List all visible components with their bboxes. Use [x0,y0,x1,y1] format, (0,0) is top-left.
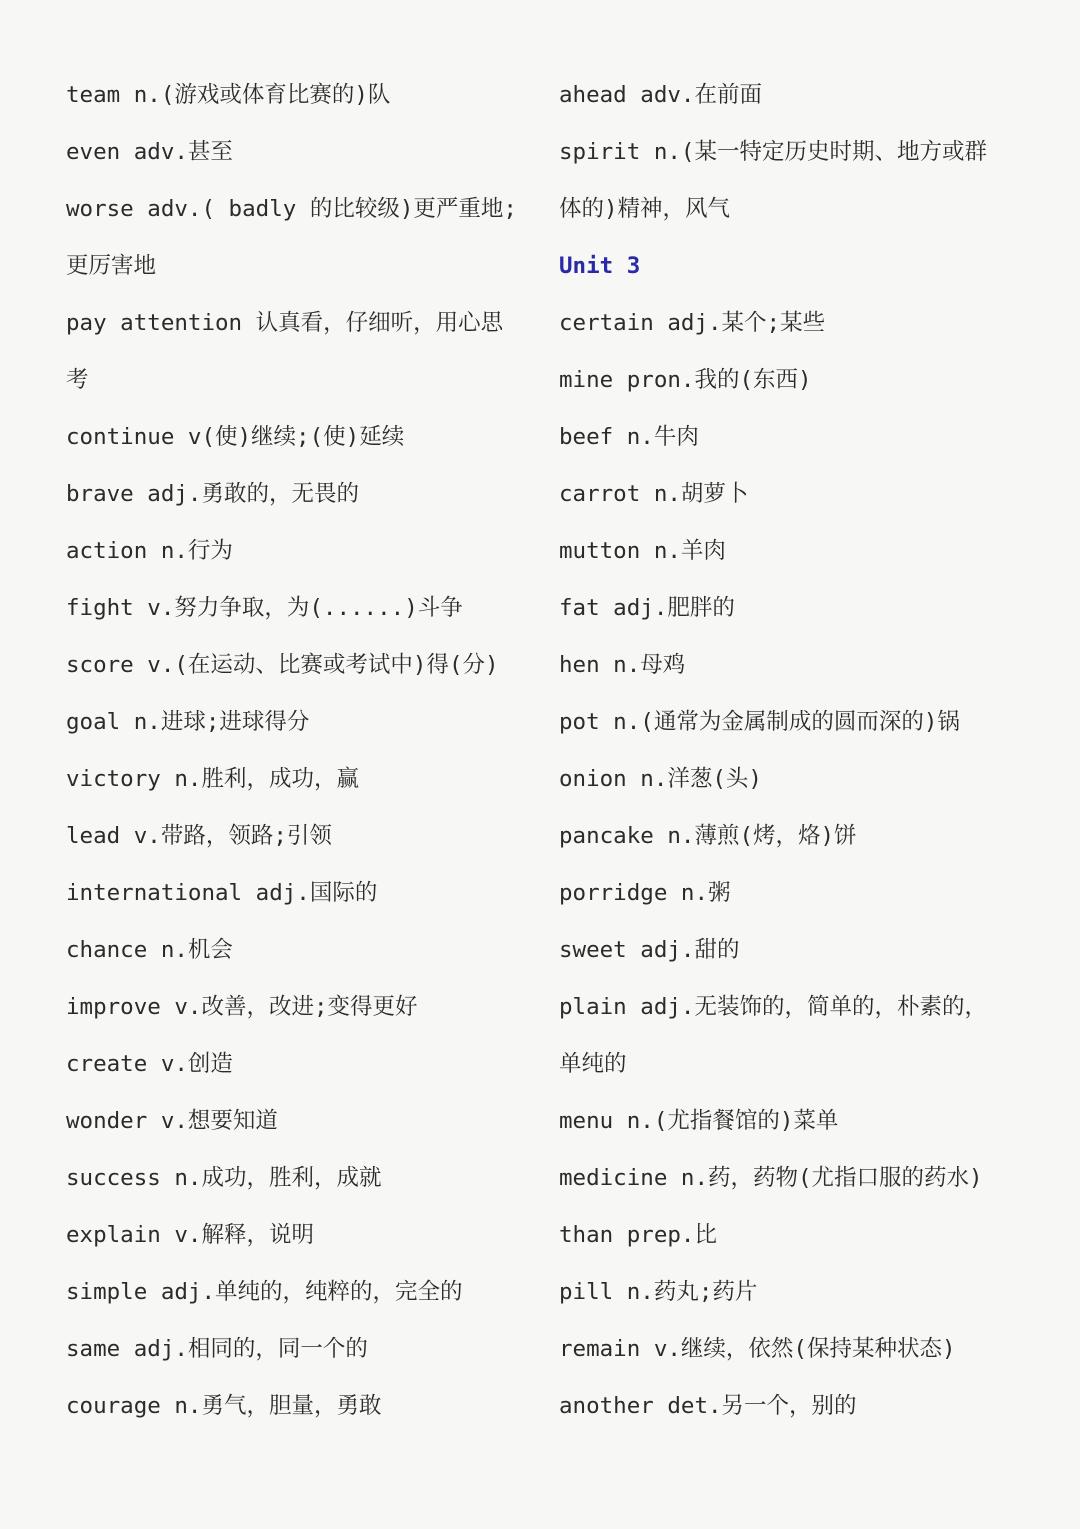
vocab-line: action n.行为 [66,538,233,564]
vocab-line: create v.创造 [66,1051,233,1077]
vocab-line: sweet adj.甜的 [559,937,740,963]
vocab-line: even adv.甚至 [66,139,233,165]
vocab-line: menu n.(尤指餐馆的)菜单 [559,1108,839,1134]
vocab-line: onion n.洋葱(头) [559,766,762,792]
unit-heading: Unit 3 [559,253,641,279]
vocab-line: plain adj.无装饰的，简单的，朴素的， [559,994,987,1020]
vocab-line: score v.(在运动、比赛或考试中)得(分) [66,652,499,678]
vocab-line: lead v.带路，领路;引领 [66,823,332,849]
vocab-line: victory n.胜利，成功，赢 [66,766,359,792]
vocab-line: than prep.比 [559,1222,717,1248]
vocab-line: 单纯的 [559,1051,627,1077]
vocab-line: 体的)精神，风气 [559,196,731,222]
vocab-line: same adj.相同的，同一个的 [66,1336,368,1362]
vocab-line: pot n.(通常为金属制成的圆而深的)锅 [559,709,960,735]
vocab-line: team n.(游戏或体育比赛的)队 [66,82,391,108]
vocab-line: medicine n.药，药物(尤指口服的药水) [559,1165,983,1191]
vocab-line: international adj.国际的 [66,880,378,906]
vocab-line: carrot n.胡萝卜 [559,481,749,507]
vocab-line: pill n.药丸;药片 [559,1279,758,1305]
vocab-line: certain adj.某个;某些 [559,310,826,336]
vocab-line: another det.另一个，别的 [559,1393,857,1419]
left-column [66,67,536,1435]
vocab-line: mine pron.我的(东西) [559,367,812,393]
vocab-line: simple adj.单纯的，纯粹的，完全的 [66,1279,463,1305]
vocab-line: 更厉害地 [66,253,157,279]
vocab-line: fight v.努力争取，为(......)斗争 [66,595,463,621]
vocab-line: success n.成功，胜利，成就 [66,1165,382,1191]
vocab-line: courage n.勇气，胆量，勇敢 [66,1393,382,1419]
right-column [559,67,1029,1435]
vocab-line: spirit n.(某一特定历史时期、地方或群 [559,139,987,165]
vocab-line: pay attention 认真看，仔细听，用心思 [66,310,504,336]
vocab-line: remain v.继续，依然(保持某种状态) [559,1336,956,1362]
vocab-line: improve v.改善，改进;变得更好 [66,994,418,1020]
vocab-line: mutton n.羊肉 [559,538,726,564]
vocab-line: hen n.母鸡 [559,652,686,678]
vocab-line: 考 [66,367,89,393]
vocab-line: porridge n.粥 [559,880,731,906]
vocab-line: fat adj.肥胖的 [559,595,735,621]
vocab-line: explain v.解释，说明 [66,1222,314,1248]
vocab-line: chance n.机会 [66,937,233,963]
vocab-line: pancake n.薄煎(烤，烙)饼 [559,823,857,849]
vocab-line: continue v(使)继续;(使)延续 [66,424,405,450]
vocab-line: worse adv.( badly 的比较级)更严重地; [66,196,517,222]
vocab-line: wonder v.想要知道 [66,1108,278,1134]
vocab-line: ahead adv.在前面 [559,82,762,108]
vocab-line: brave adj.勇敢的，无畏的 [66,481,359,507]
vocab-line: beef n.牛肉 [559,424,699,450]
vocab-line: goal n.进球;进球得分 [66,709,310,735]
